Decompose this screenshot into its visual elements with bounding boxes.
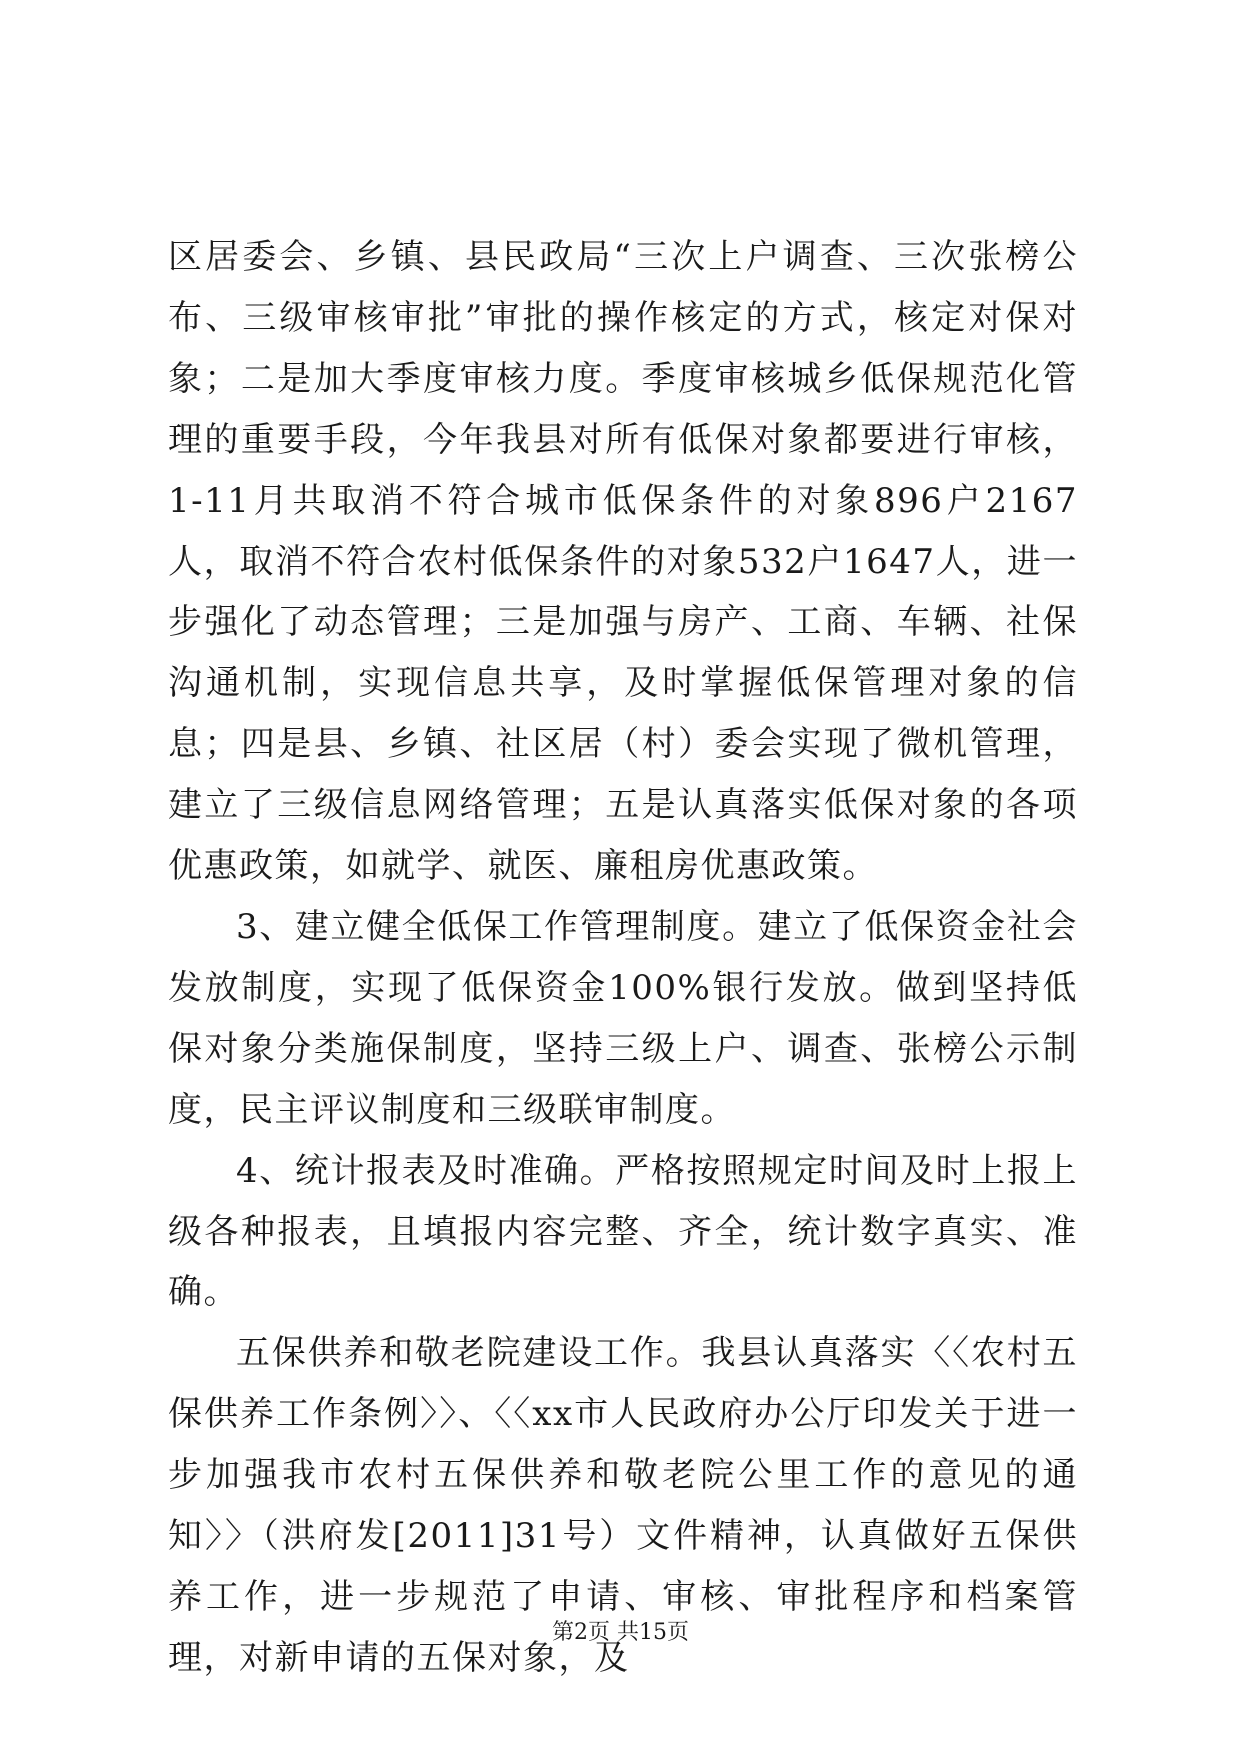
- total-pages: 共15页: [617, 1620, 689, 1645]
- body-text: [168, 227, 1078, 1689]
- paragraph-1: 区居委会、乡镇、县民政局“三次上户调查、三次张榜公布、三级审核审批”审批的操作核定的方式，核定对保对象；二是加大季度审核力度。季度审核城乡低保规范化管理的重要手段，今年我县对所有低保对象都要进行审核，1-11月共取消不符合城市低保条件的对象896户2167人，取消不符合农村低保条件的对象532户1647人，进一步强化了动态管理；三是加强与房产、工商、车辆、社保沟通机制，实现信息共享，及时掌握低保管理对象的信息；四是县、乡镇、社区居（村）委会实现了微机管理，建立了三级信息网络管理；五是认真落实低保对象的各项优惠政策，如就学、就医、廉租房优惠政策。: [168, 237, 1078, 887]
- page-number: 第2页: [552, 1620, 610, 1645]
- paragraph-3: 4、统计报表及时准确。严格按照规定时间及时上报上级各种报表，且填报内容完整、齐全，统计数字真实、准确。: [168, 1150, 1078, 1313]
- footer-gap: [610, 1620, 617, 1645]
- paragraph-2: 3、建立健全低保工作管理制度。建立了低保资金社会发放制度，实现了低保资金100%银行发放。做到坚持低保对象分类施保制度，坚持三级上户、调查、张榜公示制度，民主评议制度和三级联审制度。: [168, 906, 1078, 1130]
- page-footer: [0, 1618, 1241, 1648]
- paragraph-4: 五保供养和敬老院建设工作。我县认真落实〈〈农村五保供养工作条例〉〉、〈〈xx市人民政府办公厅印发关于进一步加强我市农村五保供养和敬老院公里工作的意见的通知〉〉（洪府发[2011]31号）文件精神，认真做好五保供养工作，进一步规范了申请、审核、审批程序和档案管理，对新申请的五保对象，及: [168, 1333, 1078, 1678]
